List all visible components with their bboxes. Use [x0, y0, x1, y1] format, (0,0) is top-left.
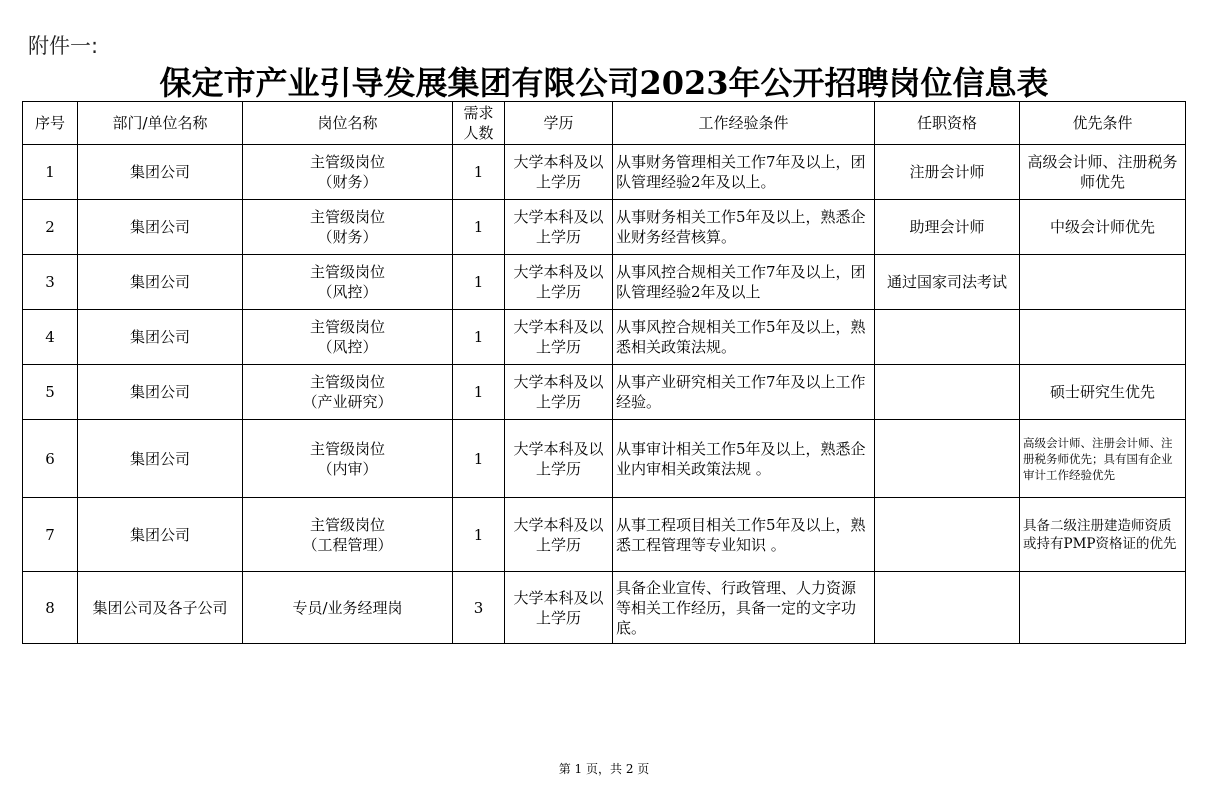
education-cell: 大学本科及以上学历 — [505, 365, 613, 420]
headcount-cell: 1 — [453, 145, 505, 200]
position-area: （财务） — [317, 173, 378, 191]
qualification-cell — [875, 365, 1020, 420]
position-cell — [243, 145, 453, 200]
table-row — [23, 200, 1186, 255]
education-cell: 大学本科及以上学历 — [505, 310, 613, 365]
preference-cell: 高级会计师、注册会计师、注册税务师优先；具有国有企业审计工作经验优先 — [1020, 420, 1186, 498]
header-cell: 岗位名称 — [243, 102, 453, 145]
preference-cell — [1020, 255, 1186, 310]
preference-cell: 硕士研究生优先 — [1020, 365, 1186, 420]
qualification-cell: 通过国家司法考试 — [875, 255, 1020, 310]
qualification-cell — [875, 310, 1020, 365]
row-number: 8 — [23, 572, 78, 644]
row-number: 6 — [23, 420, 78, 498]
position-cell — [243, 255, 453, 310]
position-area: （工程管理） — [302, 535, 393, 554]
preference-cell — [1020, 310, 1186, 365]
education-cell: 大学本科及以上学历 — [505, 145, 613, 200]
preference-cell: 中级会计师优先 — [1020, 200, 1186, 255]
education-cell: 大学本科及以上学历 — [505, 572, 613, 644]
position-title: 主管级岗位 — [309, 373, 385, 391]
row-number: 3 — [23, 255, 78, 310]
position-cell — [243, 572, 453, 644]
row-number: 7 — [23, 498, 78, 572]
dept-cell: 集团公司及各子公司 — [78, 572, 243, 644]
table-header-row — [23, 102, 1186, 145]
qualification-cell: 注册会计师 — [875, 145, 1020, 200]
experience-cell: 从事产业研究相关工作7年及以上工作经验。 — [613, 365, 875, 420]
position-area: （财务） — [317, 228, 378, 246]
qualification-cell — [875, 420, 1020, 498]
experience-cell: 从事财务管理相关工作7年及以上，团队管理经验2年及以上。 — [613, 145, 875, 200]
position-title: 主管级岗位 — [309, 208, 385, 226]
dept-cell: 集团公司 — [78, 200, 243, 255]
header-cell: 部门/单位名称 — [78, 102, 243, 145]
headcount-cell: 1 — [453, 200, 505, 255]
experience-cell: 从事风控合规相关工作7年及以上，团队管理经验2年及以上 — [613, 255, 875, 310]
experience-cell: 从事工程项目相关工作5年及以上，熟悉工程管理等专业知识 。 — [613, 498, 875, 572]
headcount-cell: 1 — [453, 420, 505, 498]
table-row — [23, 255, 1186, 310]
dept-cell: 集团公司 — [78, 365, 243, 420]
education-cell: 大学本科及以上学历 — [505, 420, 613, 498]
row-number: 1 — [23, 145, 78, 200]
page-title: 保定市产业引导发展集团有限公司2023年公开招聘岗位信息表 — [159, 64, 1049, 102]
headcount-cell: 1 — [453, 498, 505, 572]
position-area: （风控） — [317, 283, 378, 301]
headcount-cell: 1 — [453, 365, 505, 420]
header-cell: 任职资格 — [875, 102, 1020, 145]
dept-cell: 集团公司 — [78, 255, 243, 310]
row-number: 4 — [23, 310, 78, 365]
position-title: 主管级岗位 — [309, 515, 385, 534]
qualification-cell — [875, 498, 1020, 572]
row-number: 2 — [23, 200, 78, 255]
position-cell — [243, 365, 453, 420]
header-cell: 需求人数 — [453, 102, 505, 145]
position-cell — [243, 310, 453, 365]
page-footer: 第 1 页，共 2 页 — [558, 762, 650, 776]
experience-cell: 从事审计相关工作5年及以上，熟悉企业内审相关政策法规 。 — [613, 420, 875, 498]
dept-cell: 集团公司 — [78, 310, 243, 365]
row-number: 5 — [23, 365, 78, 420]
headcount-cell: 1 — [453, 255, 505, 310]
position-area: （风控） — [317, 338, 378, 356]
preference-cell: 具备二级注册建造师资质或持有PMP资格证的优先 — [1020, 498, 1186, 572]
preference-cell: 高级会计师、注册税务师优先 — [1020, 145, 1186, 200]
education-cell: 大学本科及以上学历 — [505, 200, 613, 255]
attachment-label: 附件一: — [28, 34, 99, 58]
education-cell: 大学本科及以上学历 — [505, 498, 613, 572]
dept-cell: 集团公司 — [78, 498, 243, 572]
header-cell: 工作经验条件 — [613, 102, 875, 145]
header-cell: 序号 — [23, 102, 78, 145]
header-cell: 优先条件 — [1020, 102, 1186, 145]
position-title: 专员/业务经理岗 — [292, 598, 403, 617]
qualification-cell — [875, 572, 1020, 644]
table-row — [23, 145, 1186, 200]
dept-cell: 集团公司 — [78, 420, 243, 498]
table-row — [23, 310, 1186, 365]
job-info-table — [22, 101, 1186, 644]
header-cell: 学历 — [505, 102, 613, 145]
position-title: 主管级岗位 — [309, 439, 385, 458]
experience-cell: 具备企业宣传、行政管理、人力资源等相关工作经历，具备一定的文字功底。 — [613, 572, 875, 644]
position-cell — [243, 200, 453, 255]
qualification-cell: 助理会计师 — [875, 200, 1020, 255]
headcount-cell: 1 — [453, 310, 505, 365]
position-title: 主管级岗位 — [309, 318, 385, 336]
experience-cell: 从事风控合规相关工作5年及以上，熟悉相关政策法规。 — [613, 310, 875, 365]
position-cell — [243, 420, 453, 498]
position-title: 主管级岗位 — [309, 263, 385, 281]
experience-cell: 从事财务相关工作5年及以上，熟悉企业财务经营核算。 — [613, 200, 875, 255]
position-area: （内审） — [317, 459, 378, 478]
education-cell: 大学本科及以上学历 — [505, 255, 613, 310]
table-row — [23, 420, 1186, 498]
position-cell — [243, 498, 453, 572]
table-row — [23, 498, 1186, 572]
table-row — [23, 572, 1186, 644]
table-row — [23, 365, 1186, 420]
position-title: 主管级岗位 — [309, 153, 385, 171]
preference-cell — [1020, 572, 1186, 644]
headcount-cell: 3 — [453, 572, 505, 644]
position-area: （产业研究） — [302, 393, 393, 411]
dept-cell: 集团公司 — [78, 145, 243, 200]
